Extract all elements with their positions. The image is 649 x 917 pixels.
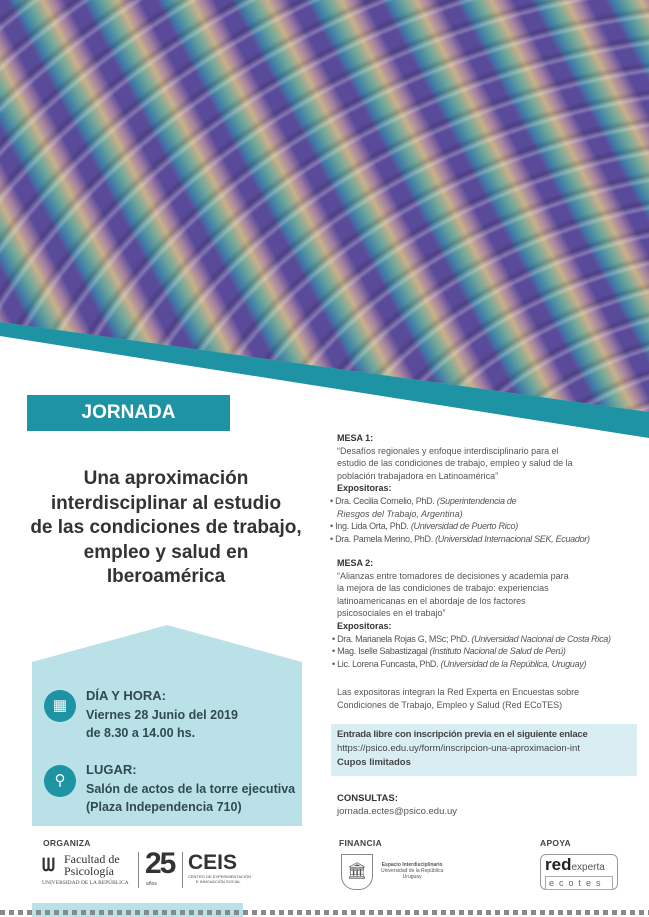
financia-label: FINANCIA bbox=[339, 838, 383, 848]
speakers-label: Expositoras: bbox=[337, 620, 392, 631]
contact-email[interactable]: jornada.ectes@psico.edu.uy bbox=[337, 806, 458, 817]
speaker-name: Dra. Pamela Merino, PhD. bbox=[335, 533, 433, 544]
logo-text: Espacio Interdisciplinario bbox=[381, 862, 443, 868]
logo-text: red bbox=[545, 855, 572, 874]
speaker: • Mag. Iselle Sabastizagal (Instituto Nacional de Salud de Perú) bbox=[332, 646, 566, 657]
registration-link[interactable]: https://psico.edu.uy/form/inscripcion-una-aproximacion-int bbox=[337, 743, 580, 754]
location bbox=[86, 761, 295, 817]
title-line: empleo y salud en bbox=[83, 541, 249, 563]
title-line: Una aproximación bbox=[83, 468, 249, 489]
divider bbox=[138, 852, 139, 888]
facultad-icon: ᗯ bbox=[42, 855, 55, 875]
25-anos-logo: 25 bbox=[145, 847, 175, 880]
logo-text: CENTRO DE EXPERIMENTACIÓN bbox=[188, 874, 252, 879]
speakers-label: Expositoras: bbox=[337, 483, 392, 494]
jornada-banner: JORNADA bbox=[27, 395, 230, 431]
event-title bbox=[20, 467, 312, 590]
contact-label: CONSULTAS: bbox=[337, 793, 398, 804]
logo-text: ecotes bbox=[545, 876, 613, 890]
logo-text: UNIVERSIDAD DE LA REPÚBLICA bbox=[42, 880, 129, 886]
speaker-org: (Superintendencia de bbox=[436, 495, 517, 506]
speaker: • Dra. Marianela Rojas G, MSc; PhD. (Universidad Nacional de Costa Rica) bbox=[332, 633, 611, 644]
calendar-icon: ▦ bbox=[44, 690, 76, 722]
divider bbox=[182, 852, 183, 888]
logo-text: Uruguay bbox=[402, 874, 422, 880]
mesa-label: MESA 2: bbox=[337, 558, 374, 568]
speaker: • Dra. Pamela Merino, PhD. (Universidad Internacional SEK, Ecuador) bbox=[330, 533, 590, 544]
logo-text: experta bbox=[571, 862, 605, 873]
location-label: LUGAR: bbox=[86, 762, 137, 777]
date-label: DÍA Y HORA: bbox=[86, 688, 166, 703]
university-building-icon: 🏛 bbox=[341, 854, 373, 890]
speaker-name: Dra. Cecilia Cornelio, PhD. bbox=[335, 495, 435, 506]
speaker-org: (Instituto Nacional de Salud de Perú) bbox=[429, 646, 566, 657]
location-pin-icon: ⚲ bbox=[44, 765, 76, 797]
topic-line: la mejora de las condiciones de trabajo: experiencias bbox=[337, 583, 549, 594]
speaker-name: Ing. Lida Orta, PhD. bbox=[335, 521, 409, 532]
logo-text: años bbox=[146, 881, 157, 887]
title-line: Iberoamérica bbox=[106, 566, 226, 587]
contact bbox=[337, 792, 457, 818]
espacio-interdisciplinario-logo bbox=[381, 862, 443, 880]
speaker-org: (Universidad de Puerto Rico) bbox=[410, 521, 518, 532]
location-value: Salón de actos de la torre ejecutiva bbox=[86, 781, 296, 796]
limited-seats: Cupos limitados bbox=[337, 757, 411, 768]
topic-line: estudio de las condiciones de trabajo, empleo y salud de la bbox=[337, 458, 573, 469]
location-address: (Plaza Independencia 710) bbox=[86, 800, 242, 814]
speaker: • Dra. Cecilia Cornelio, PhD. (Superintendencia de bbox=[330, 495, 517, 506]
speaker: • Ing. Lida Orta, PhD. (Universidad de Puerto Rico) bbox=[330, 521, 518, 532]
speaker-org: (Universidad de la República, Uruguay) bbox=[440, 658, 587, 669]
title-line: interdisciplinar al estudio bbox=[50, 492, 282, 514]
speaker-org: (Universidad Nacional de Costa Rica) bbox=[471, 633, 611, 644]
topic-line: “Desafíos regionales y enfoque interdisciplinario para el bbox=[337, 445, 559, 456]
speaker-name: Mag. Iselle Sabastizagal bbox=[337, 646, 428, 657]
organiza-label: ORGANIZA bbox=[43, 838, 91, 848]
logo-text: E INNOVACIÓN SOCIAL bbox=[196, 879, 241, 884]
apoya-label: APOYA bbox=[540, 838, 571, 848]
ceis-logo bbox=[188, 852, 251, 884]
logo-text: Facultad de bbox=[64, 852, 120, 866]
topic-line: latinoamericanas en el abordaje de los factores bbox=[337, 595, 526, 606]
registration-box bbox=[331, 724, 637, 776]
note-line: Las expositoras integran la Red Experta en Encuestas sobre bbox=[337, 687, 580, 697]
logo-text: Universidad de la República bbox=[381, 868, 444, 874]
topic-line: psicosociales en el trabajo” bbox=[337, 608, 446, 619]
note-line: Condiciones de Trabajo, Empleo y Salud (Red ECoTES) bbox=[337, 699, 563, 710]
speaker-name: Lic. Lorena Funcasta, PhD. bbox=[337, 658, 439, 669]
topic-line: “Alianzas entre tomadores de decisiones y academia para bbox=[337, 570, 569, 581]
logo-text: Psicología bbox=[64, 864, 114, 878]
time-value: de 8.30 a 14.00 hs. bbox=[86, 726, 196, 740]
accent-bar bbox=[32, 820, 243, 826]
speaker-name: Dra. Marianela Rojas G, MSc; PhD. bbox=[337, 633, 470, 644]
red-ecotes-logo bbox=[540, 854, 618, 890]
facultad-psicologia-logo bbox=[42, 853, 137, 886]
network-note bbox=[337, 686, 579, 711]
speaker: • Lic. Lorena Funcasta, PhD. (Universidad de la República, Uruguay) bbox=[332, 658, 587, 669]
mesa-label: MESA 1: bbox=[337, 433, 374, 443]
date-time bbox=[86, 687, 238, 743]
dotted-border bbox=[0, 910, 649, 915]
title-line: de las condiciones de trabajo, bbox=[30, 517, 302, 538]
mesa-1 bbox=[330, 432, 590, 545]
topic-line: población trabajadora en Latinoamérica” bbox=[337, 470, 499, 481]
registration-heading: Entrada libre con inscripción previa en el siguiente enlace bbox=[337, 729, 588, 740]
speaker-org: (Universidad Internacional SEK, Ecuador) bbox=[435, 533, 590, 544]
mesa-2 bbox=[332, 557, 611, 670]
speaker-org: Riesgos del Trabajo, Argentina) bbox=[337, 508, 463, 519]
logo-text: CEIS bbox=[188, 851, 238, 874]
date-value: Viernes 28 Junio del 2019 bbox=[86, 707, 238, 722]
